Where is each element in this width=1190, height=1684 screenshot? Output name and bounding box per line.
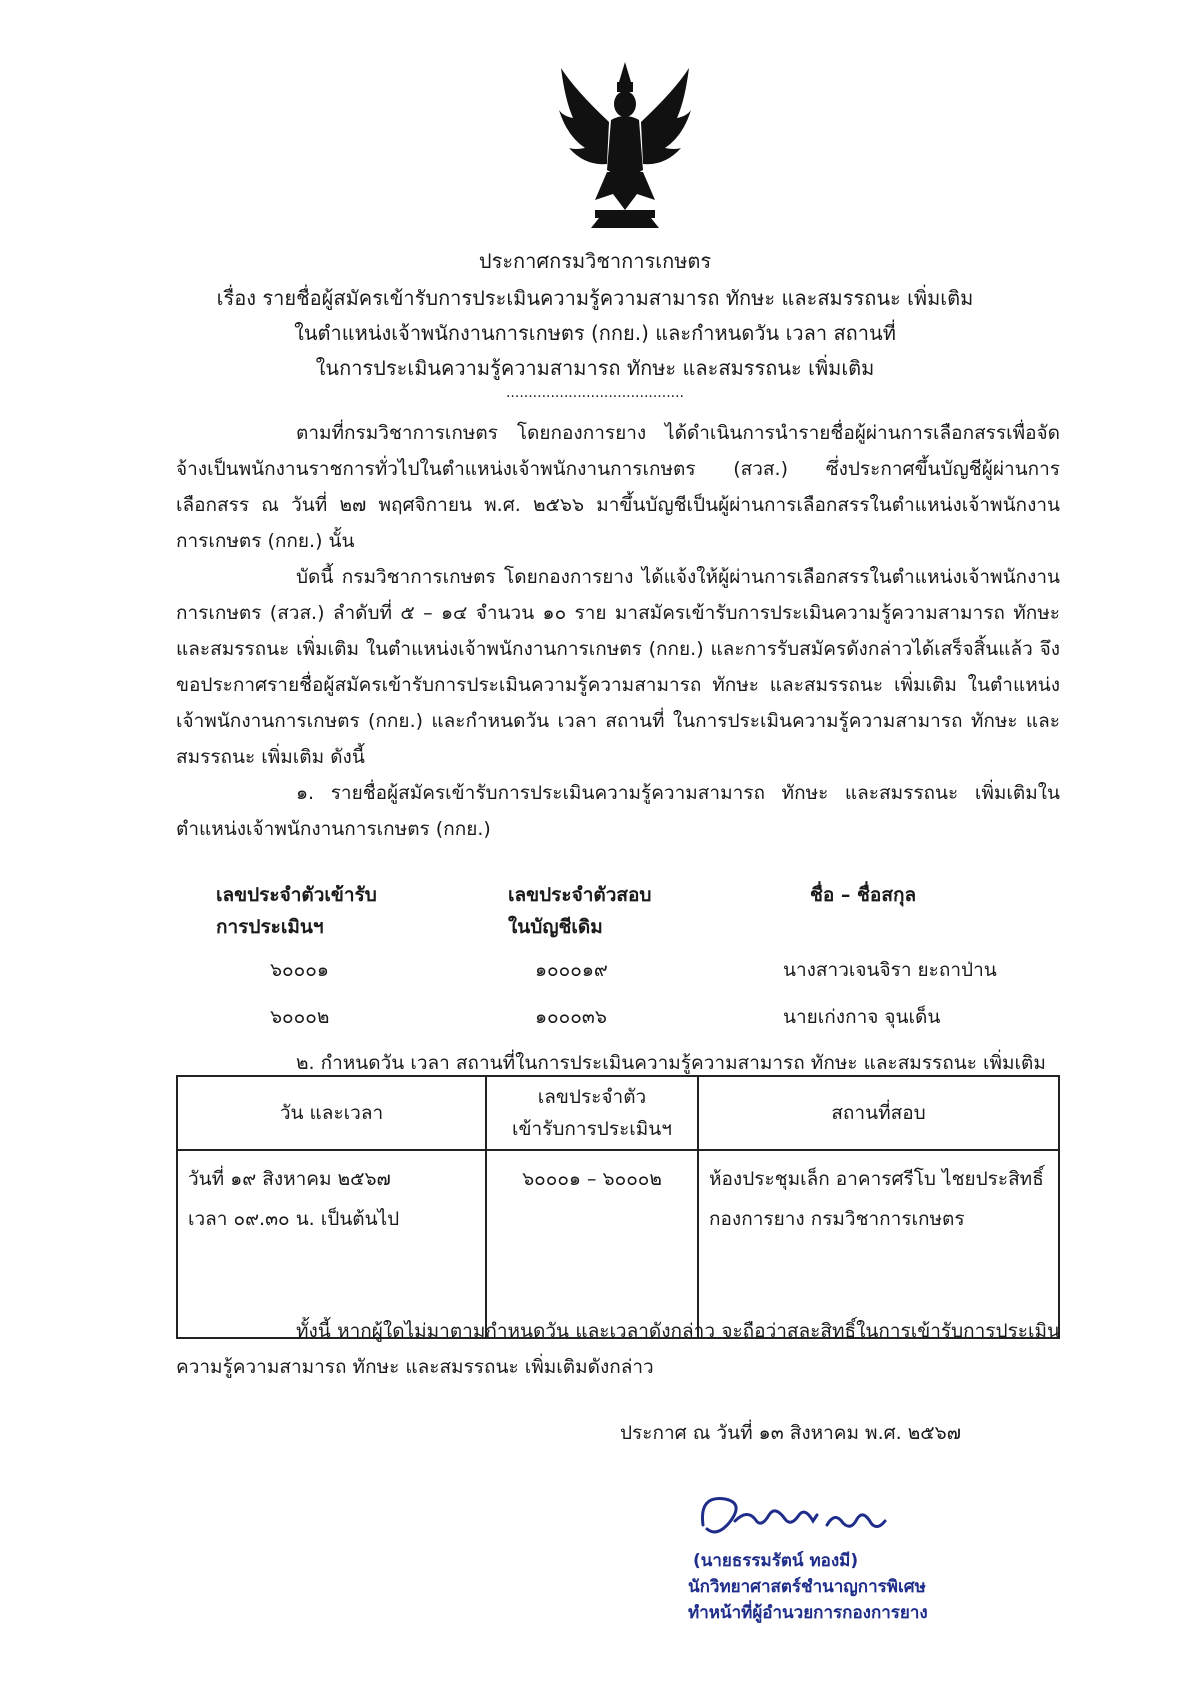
- schedule-ids-cell: ๖๐๐๐๑ – ๖๐๐๐๒: [486, 1150, 698, 1338]
- candidates-col2-header-2: ในบัญชีเดิม: [508, 916, 603, 938]
- candidate-eval-id: ๖๐๐๐๒: [270, 1006, 330, 1028]
- schedule-header-row: [177, 1076, 1059, 1150]
- schedule-row: [177, 1150, 1059, 1338]
- subject-line-2: ในตำแหน่งเจ้าพนักงานการเกษตร (กกย.) และกำหนดวัน เวลา สถานที่: [294, 321, 896, 345]
- signatory-title-1: นักวิทยาศาสตร์ชำนาญการพิเศษ: [688, 1577, 926, 1597]
- schedule-time: เวลา ๐๙.๓๐ น. เป็นต้นไป: [188, 1208, 400, 1230]
- candidate-name: นางสาวเจนจิรา ยะถาป่าน: [783, 959, 997, 981]
- candidates-col1-header-1: เลขประจำตัวเข้ารับ: [216, 884, 377, 906]
- garuda-emblem-icon: [555, 60, 695, 230]
- schedule-header-ids: [486, 1076, 698, 1150]
- paragraph-1: ตามที่กรมวิชาการเกษตร โดยกองการยาง ได้ดำเนินการนำรายชื่อผู้ผ่านการเลือกสรรเพื่อจัดจ้างเป็นพนักงานราชการทั่วไปในตำแหน่งเจ้าพนักงานการเกษตร (สวส.) ซึ่งประกาศขึ้นบัญชีผู้ผ่านการเลือกสรร ณ วันที่ ๒๗ พฤศจิกายน พ.ศ. ๒๕๖๖ มาขึ้นบัญชีเป็นผู้ผ่านการเลือกสรรในตำแหน่งเจ้าพนักงานการเกษตร (กกย.) นั้น: [176, 422, 1060, 552]
- candidate-eval-id: ๖๐๐๐๑: [270, 959, 329, 981]
- candidates-col1-header-2: การประเมินฯ: [216, 916, 324, 938]
- schedule-header-place: สถานที่สอบ: [698, 1076, 1059, 1150]
- item-2: ๒. กำหนดวัน เวลา สถานที่ในการประเมินความรู้ความสามารถ ทักษะ และสมรรถนะ เพิ่มเติม: [296, 1052, 1046, 1074]
- paragraph-2: บัดนี้ กรมวิชาการเกษตร โดยกองการยาง ได้แจ้งให้ผู้ผ่านการเลือกสรรในตำแหน่งเจ้าพนักงานการเกษตร (สวส.) ลำดับที่ ๕ – ๑๔ จำนวน ๑๐ ราย มาสมัครเข้ารับการประเมินความรู้ความสามารถ ทักษะ และสมรรถนะ เพิ่มเติม ในตำแหน่งเจ้าพนักงานการเกษตร (กกย.) และการรับสมัครดังกล่าวได้เสร็จสิ้นแล้ว จึงขอประกาศรายชื่อผู้สมัครเข้ารับการประเมินความรู้ความสามารถ ทักษะ และสมรรถนะ เพิ่มเติม ในตำแหน่งเจ้าพนักงานการเกษตร (กกย.) และกำหนดวัน เวลา สถานที่ ในการประเมินความรู้ความสามารถ ทักษะ และสมรรถนะ เพิ่มเติม ดังนี้: [176, 566, 1060, 768]
- schedule-header-ids-line1: เลขประจำตัว: [537, 1086, 647, 1108]
- subject-line-3: ในการประเมินความรู้ความสามารถ ทักษะ และสมรรถนะ เพิ่มเติม: [315, 356, 875, 380]
- signatory-title-2: ทำหน้าที่ผู้อำนวยการกองการยาง: [688, 1603, 928, 1623]
- candidate-name: นายเก่งกาจ จุนเด็น: [783, 1006, 941, 1028]
- candidates-col3-header: ชื่อ – ชื่อสกุล: [810, 884, 917, 906]
- closing-paragraph: ทั้งนี้ หากผู้ใดไม่มาตามกำหนดวัน และเวลาดังกล่าว จะถือว่าสละสิทธิ์ในการเข้ารับการประเมินความรู้ความสามารถ ทักษะ และสมรรถนะ เพิ่มเติมดังกล่าว: [176, 1320, 1060, 1378]
- schedule-place-cell: [698, 1150, 1059, 1338]
- schedule-table: [176, 1075, 1060, 1339]
- body-section: [176, 415, 1060, 847]
- candidate-exam-id: ๑๐๐๐๓๖: [535, 1006, 607, 1028]
- header-divider: ........................................: [505, 385, 684, 401]
- subject-line-1: เรื่อง รายชื่อผู้สมัครเข้ารับการประเมินความรู้ความสามารถ ทักษะ และสมรรถนะ เพิ่มเติม: [216, 286, 974, 310]
- candidates-col2-header-1: เลขประจำตัวสอบ: [508, 884, 652, 906]
- schedule-datetime-cell: [177, 1150, 486, 1338]
- handwritten-signature: [695, 1485, 895, 1545]
- schedule-place-line1: ห้องประชุมเล็ก อาคารศรีโบ ไชยประสิทธิ์: [709, 1168, 1044, 1190]
- schedule-header-ids-line2: เข้ารับการประเมินฯ: [512, 1118, 672, 1140]
- schedule-header-datetime: วัน และเวลา: [177, 1076, 486, 1150]
- announce-date: ประกาศ ณ วันที่ ๑๓ สิงหาคม พ.ศ. ๒๕๖๗: [620, 1422, 962, 1444]
- schedule-place-line2: กองการยาง กรมวิชาการเกษตร: [709, 1208, 965, 1230]
- item-1: ๑. รายชื่อผู้สมัครเข้ารับการประเมินความรู้ความสามารถ ทักษะ และสมรรถนะ เพิ่มเติมในตำแหน่งเจ้าพนักงานการเกษตร (กกย.): [176, 782, 1060, 840]
- schedule-date: วันที่ ๑๙ สิงหาคม ๒๕๖๗: [188, 1168, 391, 1190]
- agency-title: ประกาศกรมวิชาการเกษตร: [478, 249, 712, 273]
- closing-section: [176, 1313, 1060, 1385]
- signatory-name: (นายธรรมรัตน์ ทองมี): [693, 1551, 859, 1571]
- candidate-exam-id: ๑๐๐๐๑๙: [535, 959, 608, 981]
